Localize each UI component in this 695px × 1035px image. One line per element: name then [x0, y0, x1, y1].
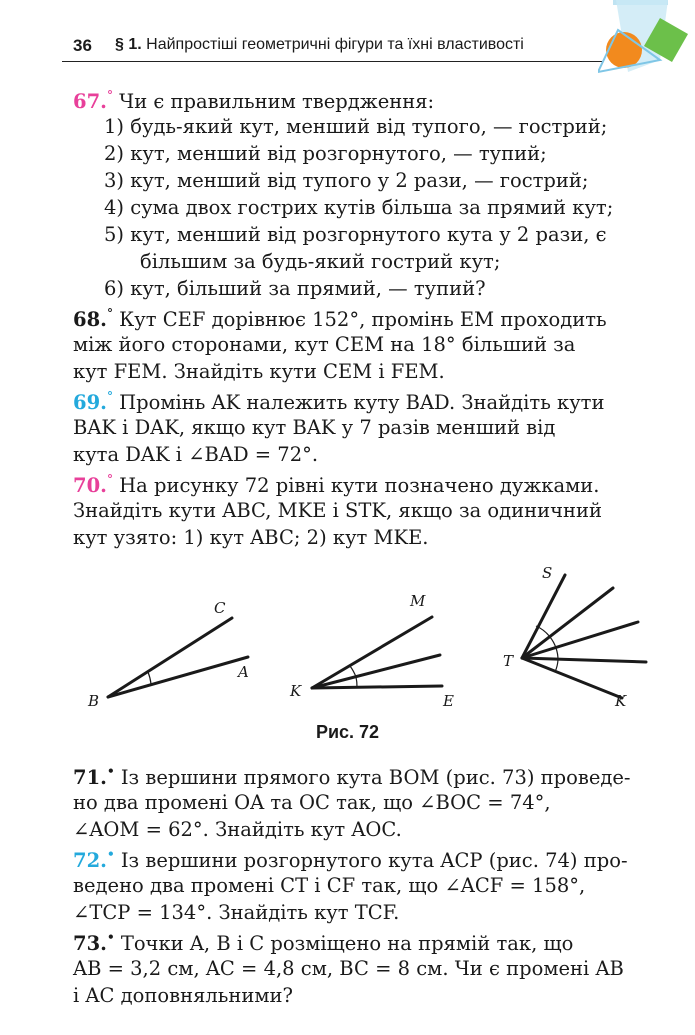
label-e: E	[443, 692, 454, 710]
problem-67-item-3: 3) кут, менший від тупого у 2 рази, — гострий;	[104, 169, 589, 192]
page-number: 36	[73, 36, 92, 55]
page-header	[0, 0, 695, 72]
problem-72-line-2: ведено два промені CT і CF так, що ∠ACF = 158°,	[73, 874, 586, 897]
difficulty-mark: •	[106, 847, 115, 861]
problem-text: Із вершини розгорнутого кута ACP (рис. 74) про-	[120, 849, 628, 872]
label-k2: K	[615, 692, 627, 710]
arc-stk-1	[536, 626, 550, 637]
difficulty-mark: •	[106, 764, 115, 778]
problem-text: Точки A, B і C розміщено на прямій так, що	[120, 932, 574, 955]
geometric-shapes-icon	[598, 0, 695, 80]
problem-70-line-3: кут узято: 1) кут ABC; 2) кут MKE.	[73, 526, 429, 549]
problem-67-item-5: 5) кут, менший від розгорнутого кута у 2 рази, є	[104, 223, 607, 246]
ray-km	[312, 617, 432, 688]
problem-73-line-1	[73, 930, 573, 955]
problem-70-line-2: Знайдіть кути ABC, MKE і STK, якщо за одиничний	[73, 499, 603, 522]
ray-t4	[522, 658, 646, 662]
figure-caption: Рис. 72	[315, 722, 380, 742]
difficulty-mark: °	[106, 88, 113, 102]
problem-68-line-1	[73, 306, 607, 331]
section-title-text: Найпростіші геометричні фігури та їхні властивості	[146, 36, 524, 53]
section-title	[115, 36, 524, 54]
problem-68-line-3: кут FEM. Знайдіть кути CEM і FEM.	[73, 360, 445, 383]
difficulty-mark: °	[106, 306, 113, 320]
problem-68-line-2: між його сторонами, кут CEM на 18° більший за	[73, 333, 576, 356]
problem-number: 67.	[73, 90, 107, 113]
label-t: T	[503, 652, 514, 670]
arc-mke-1	[350, 666, 356, 677]
problem-69-line-1	[73, 389, 604, 414]
header-rule	[62, 61, 602, 62]
label-k1: K	[290, 682, 302, 700]
problem-69-line-3: кута DAK і ∠BAD = 72°.	[73, 443, 319, 466]
problem-72-line-3: ∠TCP = 134°. Знайдіть кут TCF.	[73, 901, 400, 924]
problem-text: Промінь AK належить куту BAD. Знайдіть кути	[119, 391, 605, 414]
problem-number: 73.	[73, 932, 107, 955]
section-number: § 1.	[115, 36, 142, 53]
ray-bc	[108, 618, 232, 697]
problem-70-line-1	[73, 472, 599, 497]
label-s: S	[542, 564, 553, 582]
ray-k-mid	[312, 655, 440, 688]
problem-67-line-1	[73, 88, 434, 113]
ray-t2	[522, 588, 613, 658]
label-m: M	[410, 592, 426, 610]
problem-number: 69.	[73, 391, 107, 414]
problem-number: 70.	[73, 474, 107, 497]
problem-67-item-6: 6) кут, більший за прямий, — тупий?	[104, 277, 486, 300]
label-a: A	[238, 663, 249, 681]
ray-ke	[312, 686, 442, 688]
problem-number: 71.	[73, 766, 107, 789]
ray-tk	[522, 658, 622, 698]
problem-71-line-2: но два промені OA та OC так, що ∠BOC = 74°,	[73, 791, 551, 814]
ray-ba	[108, 657, 248, 697]
problem-73-line-2: AB = 3,2 см, AC = 4,8 см, BC = 8 см. Чи є промені AB	[73, 957, 624, 980]
problem-67-item-2: 2) кут, менший від розгорнутого, — тупий;	[104, 142, 547, 165]
problem-67-item-5-cont: більшим за будь-який гострий кут;	[140, 250, 501, 273]
problem-67-item-1: 1) будь-який кут, менший від тупого, — гострий;	[104, 115, 608, 138]
label-c: C	[214, 599, 226, 617]
problem-number: 68.	[73, 308, 107, 331]
problem-text: Чи є правильним твердження:	[119, 90, 435, 113]
problem-text: Кут CEF дорівнює 152°, промінь EM проходить	[119, 308, 607, 331]
problem-text: Із вершини прямого кута BOM (рис. 73) проведе-	[120, 766, 631, 789]
problem-69-line-2: BAK і DAK, якщо кут BAK у 7 разів менший від	[73, 416, 556, 439]
difficulty-mark: °	[106, 389, 113, 403]
arc-abc	[148, 672, 151, 684]
problem-71-line-1	[73, 764, 631, 789]
problem-72-line-1	[73, 847, 628, 872]
problem-text: На рисунку 72 рівні кути позначено дужками.	[119, 474, 600, 497]
problem-71-line-3: ∠AOM = 62°. Знайдіть кут AOC.	[73, 818, 402, 841]
problem-67-item-4: 4) сума двох гострих кутів більша за прямий кут;	[104, 196, 614, 219]
problem-number: 72.	[73, 849, 107, 872]
problem-73-line-3: і AC доповняльними?	[73, 984, 294, 1007]
label-b: B	[88, 692, 100, 710]
arc-stk-2	[550, 637, 556, 648]
arc-mke-2	[356, 677, 357, 687]
difficulty-mark: °	[106, 472, 113, 486]
difficulty-mark: •	[106, 930, 115, 944]
